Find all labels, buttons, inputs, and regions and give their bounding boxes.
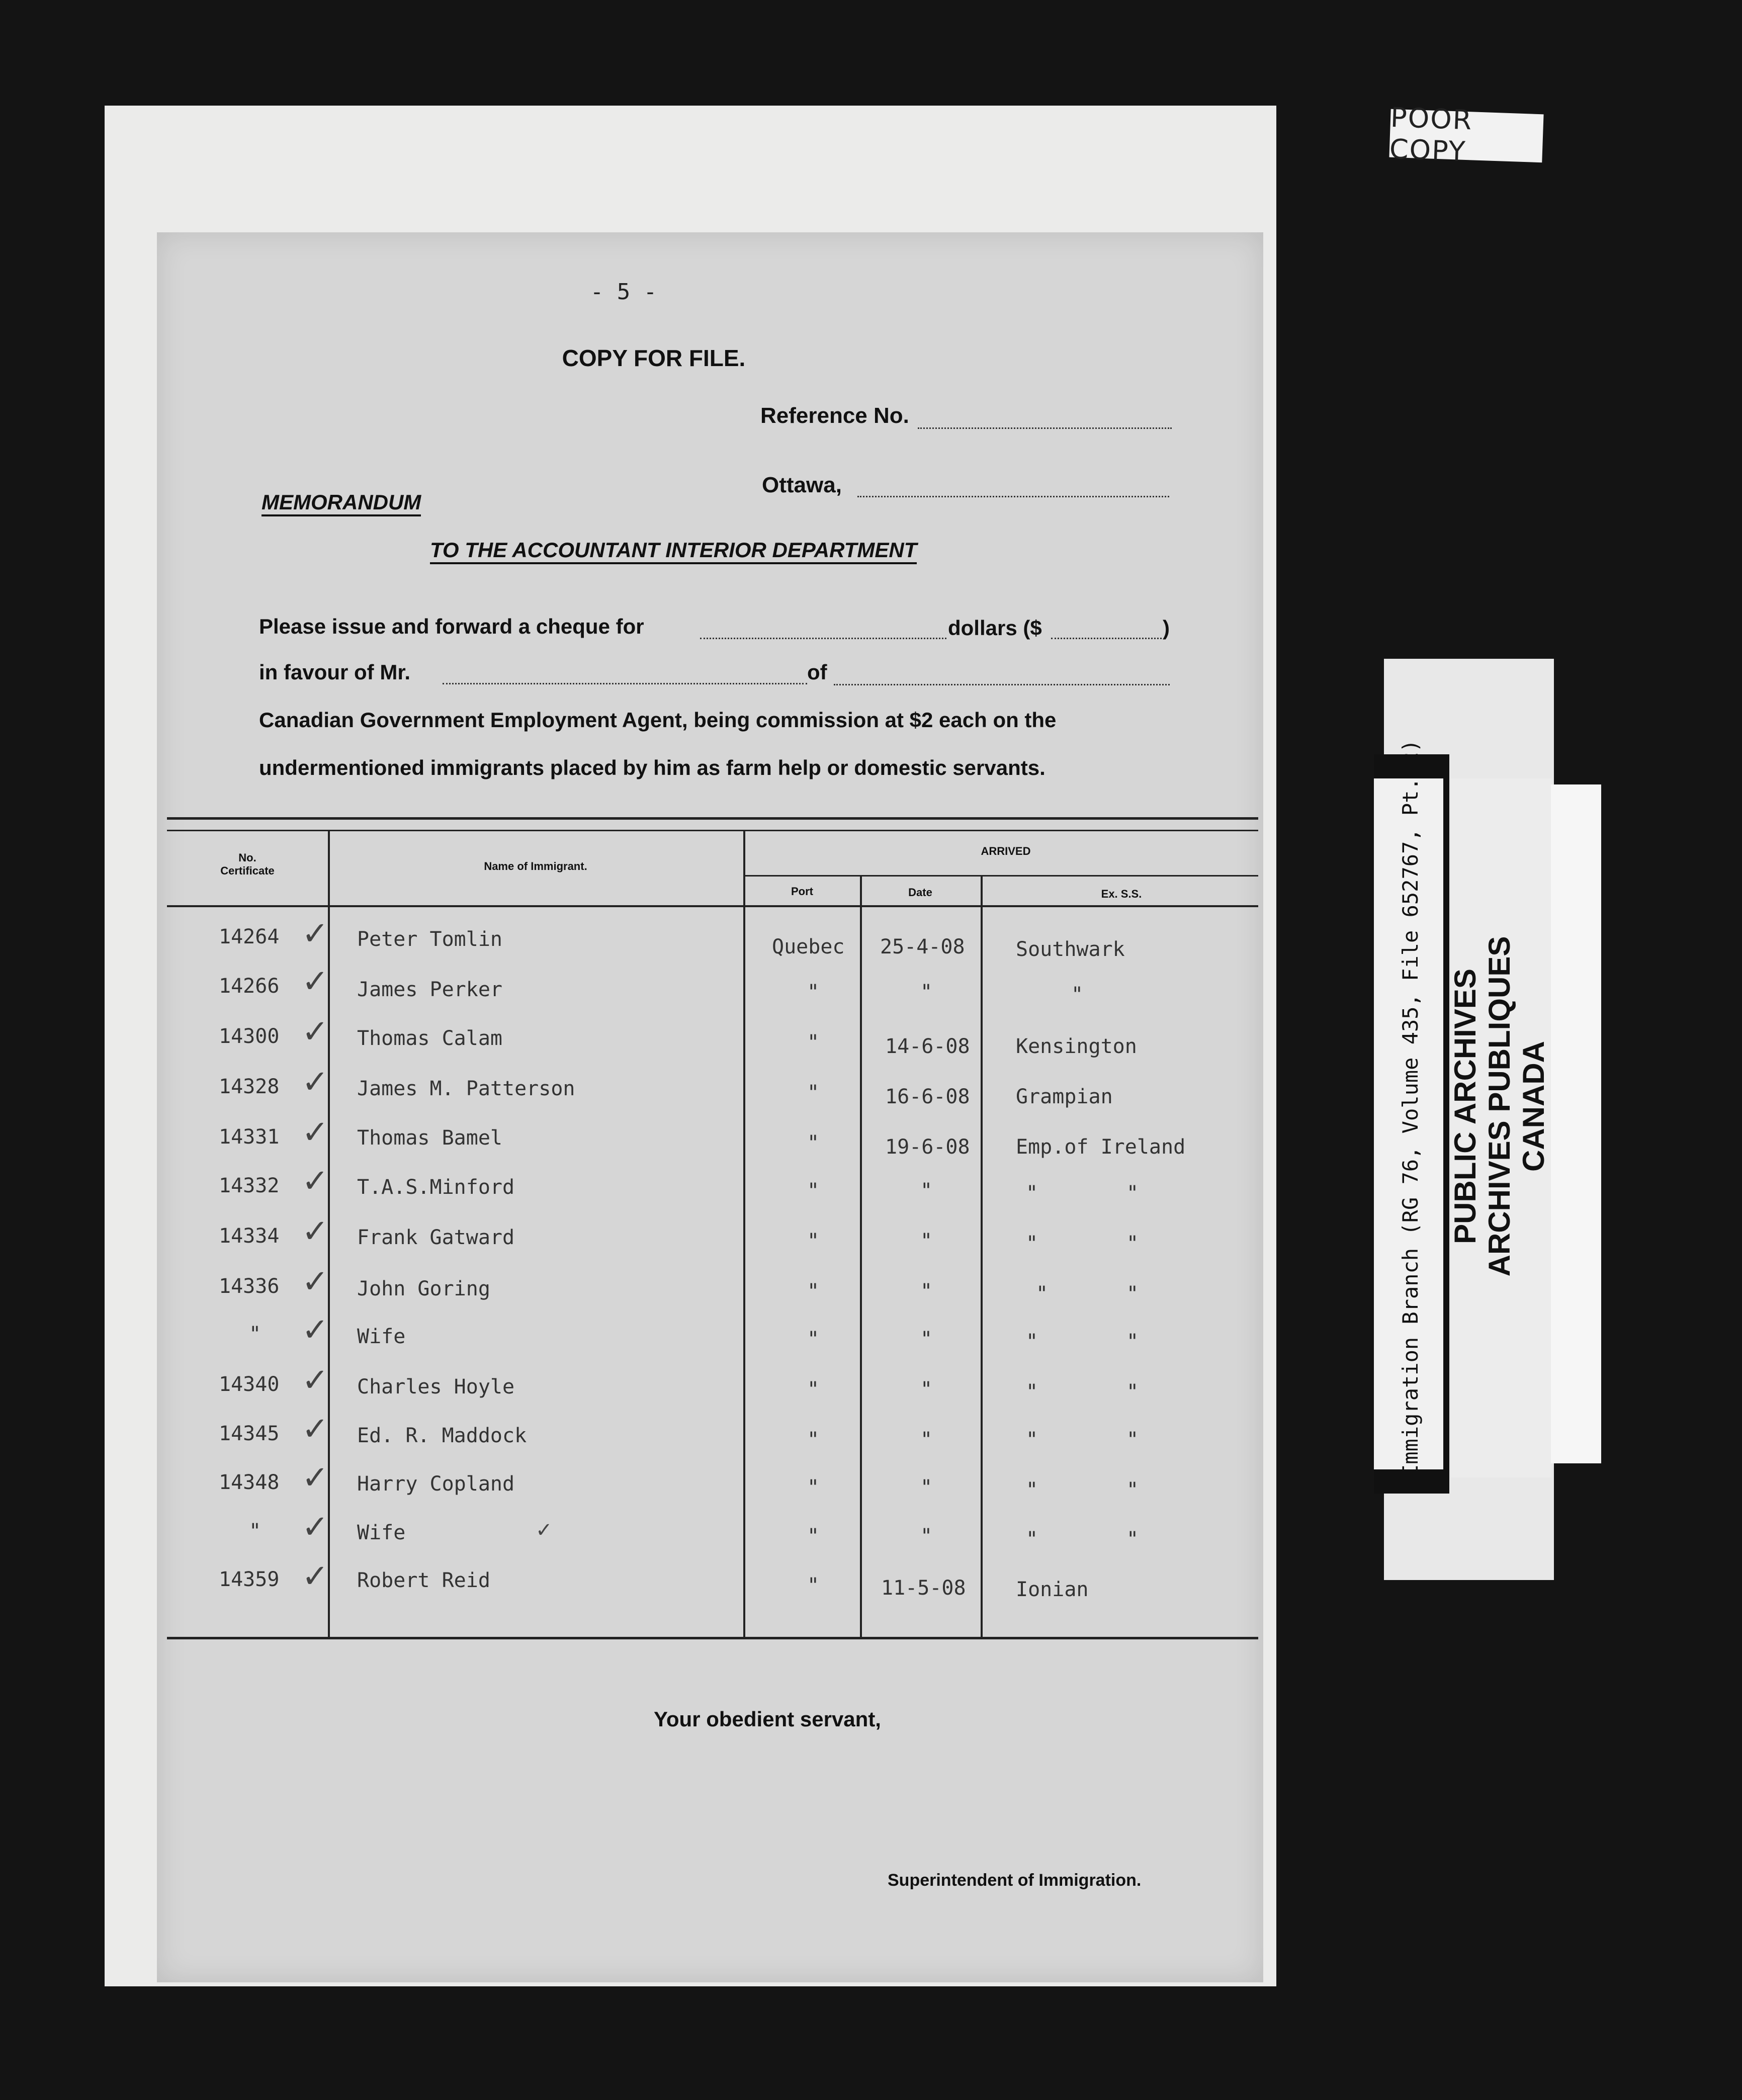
row-certificate: 14300 xyxy=(219,1025,280,1048)
check-mark-icon: ✓ xyxy=(302,1263,329,1300)
cheque-amount-figures-blank xyxy=(1051,638,1162,639)
row-certificate: " xyxy=(249,1520,262,1543)
row-name: John Goring xyxy=(357,1277,490,1300)
row-ship-ditto: " xyxy=(1126,1528,1139,1551)
archive-stamp-line: ARCHIVES PUBLIQUES xyxy=(1483,936,1516,1277)
row-port: " xyxy=(807,1428,820,1451)
row-name: James M. Patterson xyxy=(357,1077,575,1100)
reference-blank xyxy=(918,427,1172,429)
check-mark-icon: ✓ xyxy=(302,1509,329,1546)
row-ship-ditto: " xyxy=(1126,1478,1139,1502)
header-date: Date xyxy=(908,886,932,899)
check-mark-icon: ✓ xyxy=(302,1411,329,1448)
row-port: " xyxy=(807,1525,820,1548)
header-bottom-rule xyxy=(167,905,1258,907)
table-bottom-rule xyxy=(167,1637,1258,1639)
poor-copy-label: POOR COPY xyxy=(1389,109,1543,163)
row-certificate: 14336 xyxy=(219,1275,280,1298)
row-certificate: 14348 xyxy=(219,1471,280,1494)
row-name: Wife xyxy=(357,1325,406,1348)
row-ship: Southwark xyxy=(1016,938,1125,961)
row-date: " xyxy=(920,1280,933,1303)
row-port: " xyxy=(807,1328,820,1351)
row-date: " xyxy=(920,1525,933,1548)
row-port: " xyxy=(807,1378,820,1401)
check-mark-icon: ✓ xyxy=(302,1459,329,1497)
table-top-rule-inner xyxy=(167,830,1258,831)
check-mark-icon: ✓ xyxy=(302,915,329,952)
row-name: Charles Hoyle xyxy=(357,1375,515,1398)
memorandum-heading: MEMORANDUM xyxy=(262,490,421,516)
check-mark-icon: ✓ xyxy=(302,1362,329,1399)
ottawa-blank xyxy=(857,496,1169,497)
row-certificate: 14264 xyxy=(219,925,280,948)
cheque-amount-words-blank xyxy=(700,638,946,639)
row-ship-ditto: " xyxy=(1126,1380,1139,1404)
archive-stamp xyxy=(1448,845,1569,1368)
row-date: " xyxy=(920,1230,933,1253)
ottawa-label: Ottawa, xyxy=(762,473,842,497)
row-ship: " xyxy=(1036,1282,1049,1305)
row-ship: " xyxy=(1071,983,1084,1006)
row-date: " xyxy=(920,1476,933,1499)
archive-stamp-line: CANADA xyxy=(1517,1041,1550,1172)
check-mark-icon: ✓ xyxy=(302,1013,329,1051)
cheque-line-label: Please issue and forward a cheque for xyxy=(259,615,644,638)
row-name: Frank Gatward xyxy=(357,1226,515,1249)
row-ship: " xyxy=(1026,1182,1038,1205)
row-ship: Kensington xyxy=(1016,1035,1137,1058)
row-ship-ditto: " xyxy=(1126,1232,1139,1255)
check-mark-icon: ✓ xyxy=(302,963,329,1000)
addressee-heading: TO THE ACCOUNTANT INTERIOR DEPARTMENT xyxy=(430,538,917,564)
payee-blank xyxy=(443,683,807,684)
col-divider-ship xyxy=(981,875,983,1637)
row-ship: " xyxy=(1026,1330,1038,1353)
col-divider-date xyxy=(860,875,862,1637)
row-name: Peter Tomlin xyxy=(357,928,502,951)
closing-line: Your obedient servant, xyxy=(654,1707,881,1731)
col-divider-port xyxy=(743,830,745,1637)
header-certificate xyxy=(182,851,313,878)
row-date: 19-6-08 xyxy=(885,1135,970,1159)
row-ship: Ionian xyxy=(1016,1578,1089,1601)
archive-stamp-line: PUBLIC ARCHIVES xyxy=(1448,969,1482,1244)
commission-text-line-1: Canadian Government Employment Agent, being commission at $2 each on the xyxy=(259,708,1057,732)
commission-text-line-2: undermentioned immigrants placed by him as farm help or domestic servants. xyxy=(259,756,1046,779)
row-date: 25-4-08 xyxy=(880,935,965,958)
row-ship-ditto: " xyxy=(1126,1282,1139,1305)
row-name: Ed. R. Maddock xyxy=(357,1424,527,1447)
check-mark-icon: ✓ xyxy=(302,1064,329,1101)
small-check-mark-icon: ✓ xyxy=(536,1519,553,1542)
row-certificate: 14266 xyxy=(219,975,280,998)
row-certificate: " xyxy=(249,1323,262,1346)
row-date: " xyxy=(920,1328,933,1351)
row-certificate: 14328 xyxy=(219,1075,280,1098)
row-date: " xyxy=(920,1428,933,1451)
row-port: " xyxy=(807,1574,820,1597)
row-certificate: 14359 xyxy=(219,1568,280,1591)
row-certificate: 14345 xyxy=(219,1422,280,1445)
row-ship-ditto: " xyxy=(1126,1330,1139,1353)
page-title: COPY FOR FILE. xyxy=(562,345,746,371)
row-certificate: 14332 xyxy=(219,1174,280,1197)
close-paren: ) xyxy=(1163,616,1170,640)
check-mark-icon: ✓ xyxy=(302,1114,329,1151)
row-name: Harry Copland xyxy=(357,1472,515,1496)
row-port: " xyxy=(807,1230,820,1253)
reference-label: Reference No. xyxy=(760,403,909,428)
header-name: Name of Immigrant. xyxy=(484,860,587,872)
row-port: " xyxy=(807,1081,820,1104)
header-port: Port xyxy=(791,885,813,898)
row-ship: Grampian xyxy=(1016,1085,1113,1108)
check-mark-icon: ✓ xyxy=(302,1213,329,1250)
row-name: Robert Reid xyxy=(357,1569,490,1592)
row-date: " xyxy=(920,1179,933,1202)
row-ship-ditto: " xyxy=(1126,1428,1139,1451)
archive-reference: Immigration Branch (RG 76, Volume 435, File 652767, Pt. 2) xyxy=(1398,739,1423,1477)
payee-place-blank xyxy=(834,684,1170,685)
of-label: of xyxy=(807,660,827,684)
row-certificate: 14340 xyxy=(219,1373,280,1396)
row-date: " xyxy=(920,1378,933,1401)
row-port: " xyxy=(807,1131,820,1155)
signature-title: Superintendent of Immigration. xyxy=(888,1871,1142,1890)
row-port: Quebec xyxy=(772,935,845,958)
arrived-divider xyxy=(744,875,1258,877)
check-mark-icon: ✓ xyxy=(302,1558,329,1595)
table-top-rule xyxy=(167,817,1258,820)
row-certificate: 14331 xyxy=(219,1125,280,1149)
row-ship: Emp.of Ireland xyxy=(1016,1135,1186,1159)
row-ship: " xyxy=(1026,1232,1038,1255)
row-date: 14-6-08 xyxy=(885,1035,970,1058)
header-ship: Ex. S.S. xyxy=(1101,888,1142,900)
header-arrived: ARRIVED xyxy=(981,845,1031,857)
row-port: " xyxy=(807,1280,820,1303)
row-port: " xyxy=(807,1179,820,1202)
row-ship: " xyxy=(1026,1380,1038,1404)
header-certificate-line: Certificate xyxy=(220,864,275,877)
row-port: " xyxy=(807,1476,820,1499)
page-number: - 5 - xyxy=(590,279,657,305)
row-name: Thomas Bamel xyxy=(357,1126,502,1150)
check-mark-icon: ✓ xyxy=(302,1163,329,1200)
row-ship-ditto: " xyxy=(1126,1182,1139,1205)
row-ship: " xyxy=(1026,1478,1038,1502)
header-certificate-line: No. xyxy=(238,851,256,864)
row-date: " xyxy=(920,981,933,1004)
check-mark-icon: ✓ xyxy=(302,1311,329,1349)
dollars-label: dollars ($ xyxy=(948,616,1042,640)
row-name: James Perker xyxy=(357,978,502,1001)
row-port: " xyxy=(807,1031,820,1054)
row-date: 11-5-08 xyxy=(881,1577,966,1600)
row-name: T.A.S.Minford xyxy=(357,1176,515,1199)
favour-label: in favour of Mr. xyxy=(259,660,411,684)
row-ship: " xyxy=(1026,1528,1038,1551)
row-date: 16-6-08 xyxy=(885,1085,970,1108)
row-name: Thomas Calam xyxy=(357,1027,502,1050)
row-ship: " xyxy=(1026,1428,1038,1451)
row-certificate: 14334 xyxy=(219,1224,280,1248)
row-name: Wife xyxy=(357,1521,406,1544)
row-port: " xyxy=(807,981,820,1004)
